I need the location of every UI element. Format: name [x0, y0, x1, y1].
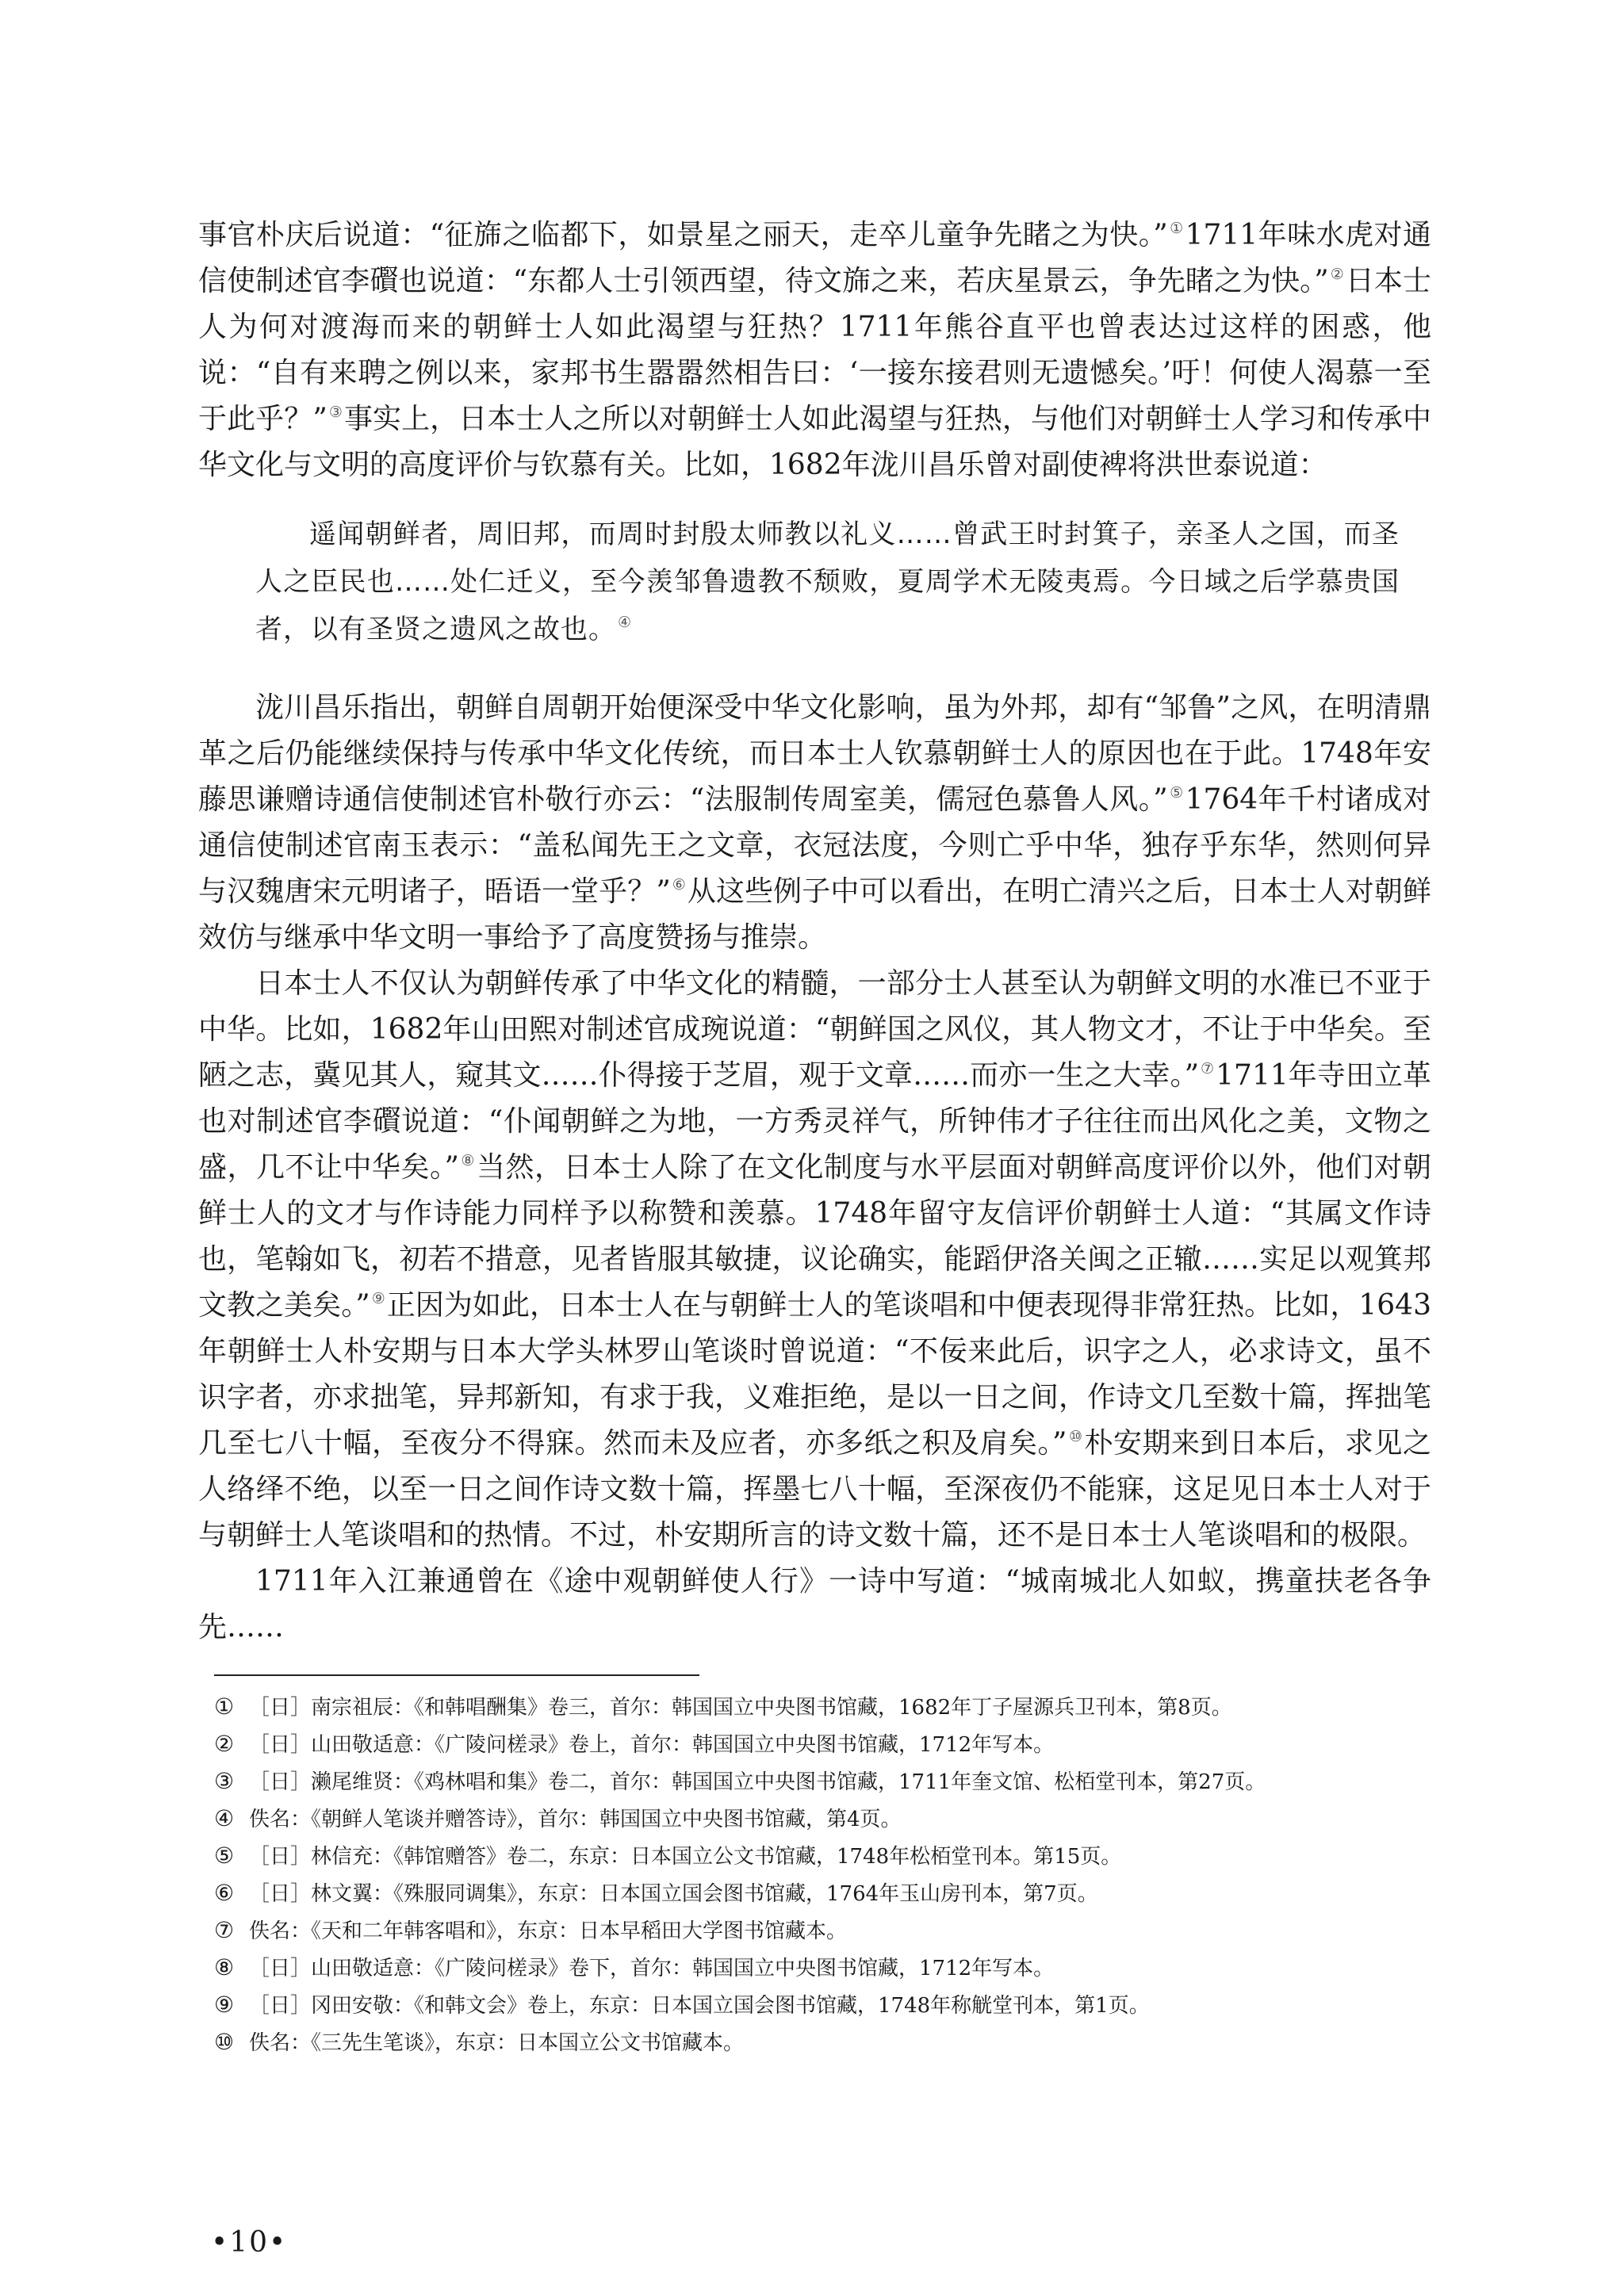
- footnote-1: [214, 1689, 1431, 1726]
- text-run: 朴安期来到日本后，求见之人络绎不绝，以至一日之间作诗文数十篇，挥墨七八十幅，至深夜仍不能寐，这足见日本士人对于与朝鲜士人笔谈唱和的热情。不过，朴安期所言的诗文数十篇，还不是日本士人笔谈唱和的极限。: [198, 1427, 1431, 1552]
- footnote-mark: ②: [214, 1731, 235, 1757]
- paragraph-2: [198, 685, 1431, 961]
- text-run: 当然，日本士人除了在文化制度与水平层面对朝鲜高度评价以外，他们对朝鲜士人的文才与作诗能力同样予以称赞和羡慕。1748年留守友信评价朝鲜士人道：“其属文作诗也，笔翰如飞，初若不措意，见者皆服其敏捷，议论确实，能蹈伊洛关闽之正辙……实足以观箕邦文教之美矣。”: [198, 1151, 1431, 1322]
- text-run: 1711年味水虎对通信使制述官李礥也说道：“东都人士引领西望，待文旆之来，若庆星景云，争先睹之为快。”: [198, 219, 1431, 297]
- main-text: [198, 212, 1431, 1651]
- footnote-ref-1[interactable]: ①: [1169, 220, 1184, 237]
- page-number: •10•: [211, 2226, 288, 2259]
- footnote-mark: ⑩: [214, 2029, 235, 2055]
- text-run: 1711年入江兼通曾在《途中观朝鲜使人行》一诗中写道：“城南城北人如蚁，携童扶老各争先……: [198, 1565, 1431, 1644]
- text-run: 1764年千村诸成对通信使制述官南玉表示：“盖私闻先王之文章，衣冠法度，今则亡乎中华，独存乎东华，然则何异与汉魏唐宋元明诸子，晤语一堂乎？”: [198, 783, 1431, 908]
- footnote-mark: ⑥: [214, 1880, 235, 1906]
- footnote-mark: ⑦: [214, 1917, 235, 1943]
- footnote-text: ［日］冈田安敬：《和韩文会》卷上，东京：日本国立国会图书馆藏，1748年称觥堂刊本，第1页。: [249, 1994, 1150, 2018]
- block-quote: [198, 511, 1431, 653]
- paragraph-3: [198, 961, 1431, 1559]
- text-run: 泷川昌乐指出，朝鲜自周朝开始便深受中华文化影响，虽为外邦，却有“邹鲁”之风，在明清鼎革之后仍能继续保持与传承中华文化传统，而日本士人钦慕朝鲜士人的原因也在于此。1748年安藤思谦赠诗通信使制述官朴敬行亦云：“法服制传周室美，儒冠色慕鲁人风。”: [198, 691, 1431, 816]
- footnote-text: ［日］林信充：《韩馆赠答》卷二，东京：日本国立公文书馆藏，1748年松栢堂刊本。第15页。: [249, 1845, 1122, 1869]
- footnote-divider: [214, 1674, 699, 1676]
- footnote-text: 佚名：《朝鲜人笔谈并赠答诗》，首尔：韩国国立中央图书馆藏，第4页。: [249, 1808, 902, 1831]
- footnote-ref-9[interactable]: ⑨: [371, 1290, 385, 1307]
- footnote-text: 佚名：《天和二年韩客唱和》，东京：日本早稻田大学图书馆藏本。: [249, 1919, 848, 1943]
- text-run: 日本士人为何对渡海而来的朝鲜士人如此渴望与狂热？1711年熊谷直平也曾表达过这样的困惑，他说：“自有来聘之例以来，家邦书生嚣嚣然相告曰：‘一接东接君则无遗憾矣。’吁！何使人渴慕一至于此乎？”: [198, 265, 1431, 435]
- footnote-ref-3[interactable]: ③: [328, 404, 343, 421]
- text-run: 事官朴庆后说道：“征旆之临都下，如景星之丽天，走卒儿童争先睹之为快。”: [198, 219, 1168, 251]
- footnote-mark: ①: [214, 1693, 235, 1720]
- quote-paragraph: [255, 511, 1400, 653]
- footnote-9: [214, 1987, 1431, 2024]
- footnote-text: ［日］山田敬适意：《广陵问槎录》卷下，首尔：韩国国立中央图书馆藏，1712年写本。: [249, 1957, 1055, 1980]
- footnote-ref-5[interactable]: ⑤: [1169, 784, 1184, 802]
- footnote-4: [214, 1800, 1431, 1838]
- footnote-10: [214, 2024, 1431, 2061]
- text-run: 1711年寺田立革也对制述官李礥说道：“仆闻朝鲜之为地，一方秀灵祥气，所钟伟才子往往而出风化之美，文物之盛，几不让中华矣。”: [198, 1059, 1431, 1184]
- footnote-6: [214, 1875, 1431, 1912]
- footnote-5: [214, 1838, 1431, 1875]
- footnote-7: [214, 1912, 1431, 1950]
- text-run: 从这些例子中可以看出，在明亡清兴之后，日本士人对朝鲜效仿与继承中华文明一事给予了高度赞扬与推崇。: [198, 875, 1431, 954]
- text-run: 正因为如此，日本士人在与朝鲜士人的笔谈唱和中便表现得非常狂热。比如，1643年朝鲜士人朴安期与日本大学头林罗山笔谈时曾说道：“不佞来此后，识字之人，必求诗文，虽不识字者，亦求拙笔，异邦新知，有求于我，义难拒绝，是以一日之间，作诗文几至数十篇，挥拙笔几至七八十幅，至夜分不得寐。然而未及应者，亦多纸之积及肩矣。”: [198, 1289, 1431, 1460]
- paragraph-1: [198, 212, 1431, 488]
- footnote-text: ［日］林文翼：《殊服同调集》，东京：日本国立国会图书馆藏，1764年玉山房刊本，第7页。: [249, 1882, 1098, 1906]
- footnote-ref-8[interactable]: ⑧: [460, 1152, 475, 1169]
- footnote-text: 佚名：《三先生笔谈》，东京：日本国立公文书馆藏本。: [249, 2031, 745, 2055]
- footnote-ref-6[interactable]: ⑥: [672, 876, 686, 894]
- text-run: 事实上，日本士人之所以对朝鲜士人如此渴望与狂热，与他们对朝鲜士人学习和传承中华文化与文明的高度评价与钦慕有关。比如，1682年泷川昌乐曾对副使裨将洪世泰说道：: [198, 403, 1431, 481]
- footnote-text: ［日］南宗祖辰：《和韩唱酬集》卷三，首尔：韩国国立中央图书馆藏，1682年丁子屋源兵卫刊本，第8页。: [249, 1696, 1232, 1720]
- text-run: 日本士人不仅认为朝鲜传承了中华文化的精髓，一部分士人甚至认为朝鲜文明的水准已不亚于中华。比如，1682年山田熙对制述官成琬说道：“朝鲜国之风仪，其人物文才，不让于中华矣。至陋之志，冀见其人，窥其文……仆得接于芝眉，观于文章……而亦一生之大幸。”: [198, 967, 1431, 1092]
- paragraph-4: [198, 1559, 1431, 1651]
- footnote-mark: ⑧: [214, 1954, 235, 1980]
- footnote-mark: ③: [214, 1768, 235, 1794]
- footnote-ref-7[interactable]: ⑦: [1201, 1060, 1215, 1077]
- footnote-ref-4[interactable]: ④: [618, 614, 633, 631]
- footnote-ref-2[interactable]: ②: [1330, 266, 1344, 283]
- footnote-mark: ⑨: [214, 1992, 235, 2018]
- quote-text: 遥闻朝鲜者，周旧邦，而周时封殷太师教以礼义……曾武王时封箕子，亲圣人之国，而圣人之臣民也……处仁迁义，至今羡邹鲁遗教不颓败，夏周学术无陵夷焉。今日域之后学慕贵国者，以有圣贤之遗风之故也。: [255, 519, 1400, 645]
- footnote-mark: ⑤: [214, 1843, 235, 1869]
- footnote-mark: ④: [214, 1805, 235, 1831]
- footnote-text: ［日］濑尾维贤：《鸡林唱和集》卷二，首尔：韩国国立中央图书馆藏，1711年奎文馆、松栢堂刊本，第27页。: [249, 1770, 1266, 1794]
- footnote-ref-10[interactable]: ⑩: [1068, 1428, 1083, 1445]
- footnote-8: [214, 1950, 1431, 1987]
- footnotes: [214, 1689, 1431, 2061]
- footnote-text: ［日］山田敬适意：《广陵问槎录》卷上，首尔：韩国国立中央图书馆藏，1712年写本。: [249, 1733, 1055, 1757]
- footnote-3: [214, 1763, 1431, 1800]
- footnote-2: [214, 1726, 1431, 1763]
